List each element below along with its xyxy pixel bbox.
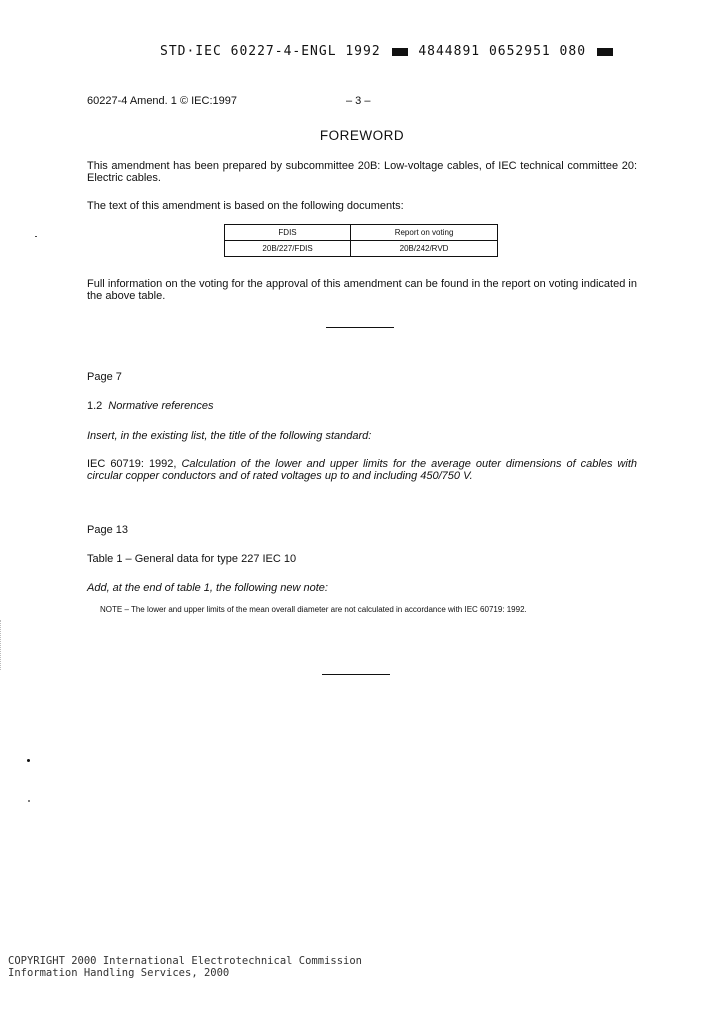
foreword-paragraph-1: This amendment has been prepared by subcommittee 20B: Low-voltage cables, of IEC technical committee 20: Electric cables. <box>87 160 637 184</box>
table-caption: Table 1 – General data for type 227 IEC 10 <box>87 553 297 565</box>
stamp-block-2 <box>597 48 613 56</box>
table-row <box>225 241 498 257</box>
table-cell: 20B/227/FDIS <box>225 241 351 257</box>
table-header-row <box>225 225 498 241</box>
scan-speck <box>27 759 30 762</box>
reference-id: IEC 60719: 1992, <box>87 458 177 470</box>
table-header-cell: FDIS <box>225 225 351 241</box>
voting-documents-table <box>224 224 498 257</box>
copyright-line-2: Information Handling Services, 2000 <box>8 967 230 979</box>
reference-title: Calculation of the lower and upper limits for the average outer dimensions of cables with circular copper conductors and of rated voltages up to and including 450/750 V. <box>87 458 637 482</box>
page-13-label: Page 13 <box>87 524 128 536</box>
stamp-text-b: 4844891 0652951 080 <box>418 44 587 59</box>
stamp-block-1 <box>392 48 408 56</box>
table-header-cell: Report on voting <box>351 225 498 241</box>
scan-speck <box>28 800 30 802</box>
end-divider <box>322 674 390 675</box>
clause-number: 1.2 <box>87 400 103 412</box>
table-cell: 20B/242/RVD <box>351 241 498 257</box>
stamp-text-a: STD·IEC 60227-4-ENGL 1992 <box>160 44 381 59</box>
normative-reference <box>87 458 637 482</box>
document-stamp <box>160 44 615 59</box>
foreword-paragraph-2: The text of this amendment is based on the following documents: <box>87 200 404 212</box>
foreword-title <box>0 128 724 143</box>
foreword-paragraph-3: Full information on the voting for the approval of this amendment can be found in the report on voting indicated in the above table. <box>87 278 637 302</box>
copyright-footer <box>8 955 362 979</box>
add-instruction: Add, at the end of table 1, the following new note: <box>87 582 328 594</box>
page-7-label: Page 7 <box>87 371 122 383</box>
clause-heading <box>87 400 213 412</box>
page-number: – 3 – <box>346 95 371 107</box>
clause-title: Normative references <box>108 400 214 412</box>
scan-edge-mark <box>0 620 3 670</box>
table-note: NOTE – The lower and upper limits of the mean overall diameter are not calculated in accordance with IEC 60719: 1992. <box>100 605 527 614</box>
document-reference: 60227-4 Amend. 1 © IEC:1997 <box>87 95 237 107</box>
insert-instruction: Insert, in the existing list, the title of the following standard: <box>87 430 372 442</box>
section-divider <box>326 327 394 328</box>
foreword-title-text: FOREWORD <box>319 128 405 143</box>
scan-speck <box>35 236 37 237</box>
copyright-line-1: COPYRIGHT 2000 International Electrotechnical Commission <box>8 955 363 967</box>
